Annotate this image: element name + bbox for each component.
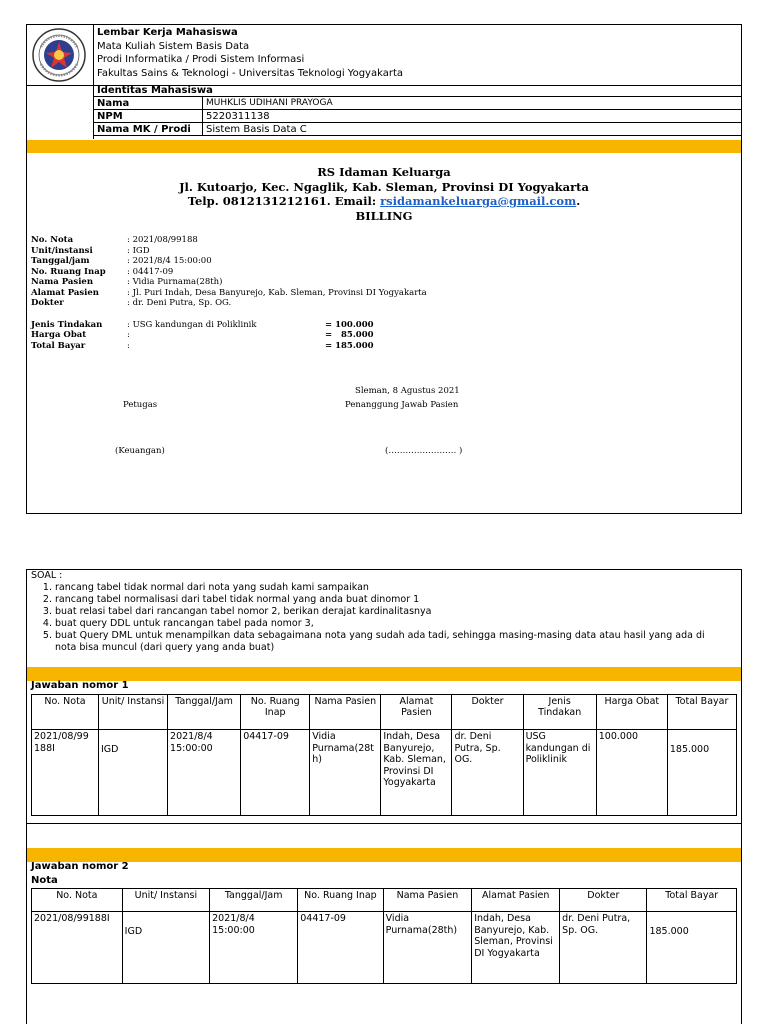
answer2-table (31, 888, 737, 984)
table-cell: 2021/8/4 15:00:00 (210, 912, 298, 984)
answer1-title: Jawaban nomor 1 (31, 680, 129, 691)
table-cell: Vidia Purnama(28th) (383, 912, 472, 984)
answer2-subtitle: Nota (31, 875, 58, 886)
questions-list (31, 582, 715, 654)
column-header: Alamat Pasien (381, 695, 452, 730)
column-header: Unit/ Instansi (122, 889, 209, 912)
table-cell: IGD (122, 912, 209, 984)
field-value: : IGD (127, 245, 150, 256)
questions-page (26, 569, 742, 1024)
table-cell: 185.000 (667, 730, 736, 816)
column-header: No. Ruang Inap (241, 695, 310, 730)
hospital-address: Jl. Kutoarjo, Kec. Ngaglik, Kab. Sleman, Provinsi DI Yogyakarta (179, 179, 589, 194)
cost-desc: : USG kandungan di Poliklinik (127, 319, 257, 330)
identity-label: NPM (94, 110, 203, 123)
identity-row (94, 110, 742, 123)
field-label: Unit/instansi (31, 245, 93, 256)
field-value: : Vidia Purnama(28th) (127, 277, 223, 287)
field-value: : dr. Deni Putra, Sp. OG. (127, 298, 232, 308)
table-cell: 04417-09 (241, 730, 310, 816)
field-label: Tanggal/jam (31, 256, 90, 266)
officer-label: Petugas (123, 400, 158, 410)
field-label: No. Nota (31, 235, 74, 245)
cost-label: Total Bayar (31, 340, 86, 351)
hospital-phone: Telp. 0812131212161. Email: (187, 194, 381, 208)
hospital-heading (27, 165, 741, 223)
answer1-header-row (32, 695, 737, 730)
cost-desc: : (127, 330, 130, 340)
table-cell: Vidia Purnama(28t h) (310, 730, 381, 816)
question-item: 4. buat query DDL untuk rancangan tabel pada nomor 3, (55, 618, 715, 630)
question-item: 2. rancang tabel normalisasi dari tabel tidak normal yang anda buat dinomor 1 (55, 594, 715, 606)
question-item: 1. rancang tabel tidak normal dari nota yang sudah kami sampaikan (55, 582, 715, 594)
field-value: : 2021/8/4 15:00:00 (127, 256, 212, 266)
cost-amount: = 85.000 (325, 330, 374, 340)
identity-value: 5220311138 (203, 110, 742, 123)
header-lines (97, 26, 403, 80)
worksheet-header (27, 25, 741, 86)
identity-value: Sistem Basis Data C (203, 123, 742, 136)
column-header: No. Ruang Inap (298, 889, 383, 912)
guardian-signature: (…………………… ) (385, 446, 463, 456)
table-cell: 2021/8/4 15:00:00 (168, 730, 241, 816)
column-header: Dokter (560, 889, 647, 912)
table-cell: 2021/08/99 188I (32, 730, 99, 816)
column-header: Total Bayar (667, 695, 736, 730)
cost-amount: = 100.000 (325, 319, 374, 330)
identity-label: Nama MK / Prodi (94, 123, 203, 136)
answer2-header-row (32, 889, 737, 912)
section-divider (27, 823, 741, 824)
column-header: Nama Pasien (383, 889, 472, 912)
questions-title: SOAL : (31, 570, 63, 581)
field-label: Nama Pasien (31, 277, 94, 287)
header-title: Lembar Kerja Mahasiswa (97, 27, 238, 38)
answer2-title: Jawaban nomor 2 (31, 861, 129, 872)
header-course: Mata Kuliah Sistem Basis Data (97, 40, 250, 52)
column-header: No. Nota (32, 695, 99, 730)
table-cell: 2021/08/99188I (32, 912, 123, 984)
identity-table (93, 97, 741, 136)
field-value: : 04417-09 (127, 266, 174, 277)
table-cell: dr. Deni Putra, Sp. OG. (452, 730, 523, 816)
accent-bar (27, 848, 741, 862)
question-item: 3. buat relasi tabel dari rancangan tabel nomor 2, berikan derajat kardinalitasnya (55, 606, 715, 618)
column-header: Tanggal/Jam (210, 889, 298, 912)
cost-desc: : (127, 340, 130, 351)
column-header: Alamat Pasien (472, 889, 560, 912)
table-cell: Indah, Desa Banyurejo, Kab. Sleman, Provinsi DI Yogyakarta (381, 730, 452, 816)
cost-label: Jenis Tindakan (31, 319, 103, 330)
identity-row (94, 97, 742, 110)
identity-label: Nama (94, 97, 203, 110)
field-label: Dokter (31, 298, 64, 308)
column-header: Tanggal/Jam (168, 695, 241, 730)
hospital-contact-end: . (576, 194, 581, 208)
document-title: BILLING (355, 208, 413, 223)
accent-bar (27, 140, 741, 153)
table-cell: Indah, Desa Banyurejo, Kab. Sleman, Provinsi DI Yogyakarta (472, 912, 560, 984)
hospital-name: RS Idaman Keluarga (317, 165, 451, 179)
identity-value: MUHKLIS UDIHANI PRAYOGA (203, 97, 742, 110)
identity-title: Identitas Mahasiswa (93, 85, 741, 97)
table-row (32, 912, 737, 984)
worksheet-page (26, 24, 742, 514)
place-date: Sleman, 8 Agustus 2021 (355, 386, 460, 396)
column-header: Unit/ Instansi (98, 695, 167, 730)
officer-signature: (Keuangan) (115, 446, 165, 456)
accent-bar (27, 667, 741, 681)
field-value: : 2021/08/99188 (127, 235, 198, 245)
header-faculty: Fakultas Sains & Teknologi - Universitas Teknologi Yogyakarta (97, 67, 404, 79)
table-cell: dr. Deni Putra, Sp. OG. (560, 912, 647, 984)
hospital-email-link[interactable]: rsidamankeluarga@gmail.com (380, 194, 577, 208)
table-cell: 100.000 (596, 730, 667, 816)
cost-amount: = 185.000 (325, 340, 374, 351)
question-item: 5. buat Query DML untuk menampilkan data sebagaimana nota yang sudah ada tadi, sehingga masing-masing data atau hasil yang ada di nota bisa muncul (dari query yang anda buat) (55, 630, 715, 654)
answer1-table (31, 694, 737, 816)
identity-row (94, 123, 742, 136)
column-header: Jenis Tindakan (523, 695, 596, 730)
table-cell: IGD (98, 730, 167, 816)
hospital-contact (27, 194, 741, 209)
column-header: Dokter (452, 695, 523, 730)
column-header: Total Bayar (647, 889, 737, 912)
table-cell: 04417-09 (298, 912, 383, 984)
field-label: No. Ruang Inap (31, 266, 106, 277)
column-header: Nama Pasien (310, 695, 381, 730)
field-value: : Jl. Puri Indah, Desa Banyurejo, Kab. Sleman, Provinsi DI Yogyakarta (127, 287, 427, 298)
header-program: Prodi Informatika / Prodi Sistem Informasi (97, 54, 305, 65)
table-cell: USG kandungan di Poliklinik (523, 730, 596, 816)
column-header: Harga Obat (596, 695, 667, 730)
guardian-label: Penanggung Jawab Pasien (345, 400, 459, 410)
table-cell: 185.000 (647, 912, 737, 984)
column-header: No. Nota (32, 889, 123, 912)
cost-label: Harga Obat (31, 330, 87, 340)
table-row (32, 730, 737, 816)
field-label: Alamat Pasien (31, 287, 99, 298)
questions-section (31, 570, 715, 654)
